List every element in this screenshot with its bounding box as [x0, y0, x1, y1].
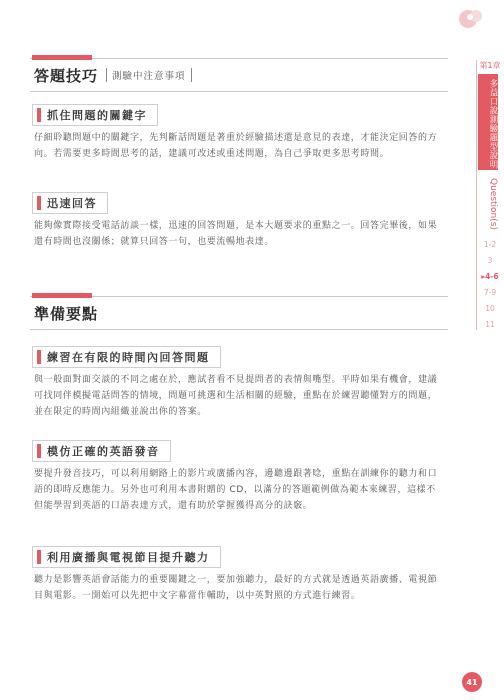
side-divider	[476, 60, 477, 330]
section-header-preparation	[30, 296, 448, 330]
paragraph-broadcast: 聽力是影響英語會話能力的重要關鍵之一，要加強聽力，最好的方式就是透過英語廣播、電視節目與電影。一開始可以先把中文字幕當作輔助，以中英對照的方式進行練習。	[34, 575, 438, 601]
subheading-text: 練習在有限的時間內回答問題	[47, 351, 210, 364]
header-ribbon	[32, 55, 92, 60]
subheading-text: 利用廣播與電視節目提升聽力	[47, 551, 210, 564]
subheading-pronunciation	[32, 440, 171, 462]
subheading-broadcast	[32, 546, 221, 568]
subheading-time-practice	[32, 346, 221, 368]
paragraph-pronunciation: 要提升發音技巧，可以利用網路上的影片或廣播內容，邊聽邊跟著唸，重點在訓練你的聽力和口語的即時反應能力。另外也可利用本書附贈的 CD，以滿分的答題範例做為範本來練習，這樣不但能學習到英語的口語表達方式，還有助於掌握獲得高分的訣竅。	[34, 469, 438, 511]
subheading-quick-answer	[32, 192, 108, 214]
subheading-keywords	[32, 104, 158, 126]
subheading-bar	[37, 350, 41, 364]
subheading-bar	[37, 444, 41, 458]
header-ribbon	[32, 293, 92, 298]
chapter-title-tab: 多益口說測驗題型說明	[478, 74, 498, 170]
section-subtitle: 測驗中注意事項	[106, 68, 192, 82]
question-label: Question(s)	[488, 178, 498, 230]
nav-item-label: 4-6	[485, 272, 499, 281]
paragraph-quick-answer: 能夠像實際接受電話訪談一樣，迅速的回答問題，是本大題要求的重點之一。回答完畢後，如果還有時間也沒關係；就算只回答一句，也要流暢地表達。	[34, 221, 438, 247]
nav-item-1-2[interactable]: 1-2	[483, 240, 497, 249]
subheading-text: 模仿正確的英語發音	[47, 445, 160, 458]
nav-item-3[interactable]: 3	[487, 256, 493, 265]
book-logo-icon	[456, 6, 486, 32]
nav-item-11[interactable]: 11	[485, 320, 495, 329]
subheading-bar	[37, 550, 41, 564]
paragraph-time-practice: 與一般面對面交談的不同之處在於，應試者看不見提問者的表情與嘴型。平時如果有機會，建議可找同伴模擬電話問答的情境，問題可挑選和生活相關的經驗，重點在於練習聽懂對方的問題，並在限定的時間內組織並說出你的答案。	[34, 375, 438, 417]
section-title: 答題技巧	[34, 66, 99, 85]
active-marker-icon: ▸	[481, 272, 486, 281]
paragraph-keywords: 仔細聆聽問題中的關鍵字，先判斷話問題是著重於經驗描述還是意見的表達，才能決定回答的方向。若需要更多時間思考的話，建議可改述或重述問題，為自己爭取更多思考時間。	[34, 133, 438, 159]
chapter-label: 第1章	[479, 61, 501, 70]
subheading-text: 迅速回答	[47, 197, 97, 210]
subheading-bar	[37, 108, 41, 122]
subheading-bar	[37, 196, 41, 210]
subheading-text: 抓住問題的關鍵字	[47, 109, 147, 122]
nav-item-7-9[interactable]: 7-9	[483, 288, 497, 297]
section-header-tips	[30, 58, 448, 92]
section-title: 準備要點	[34, 304, 99, 323]
nav-item-4-6[interactable]	[478, 272, 502, 281]
nav-item-10[interactable]: 10	[485, 304, 495, 313]
page-number: 41	[462, 672, 482, 692]
